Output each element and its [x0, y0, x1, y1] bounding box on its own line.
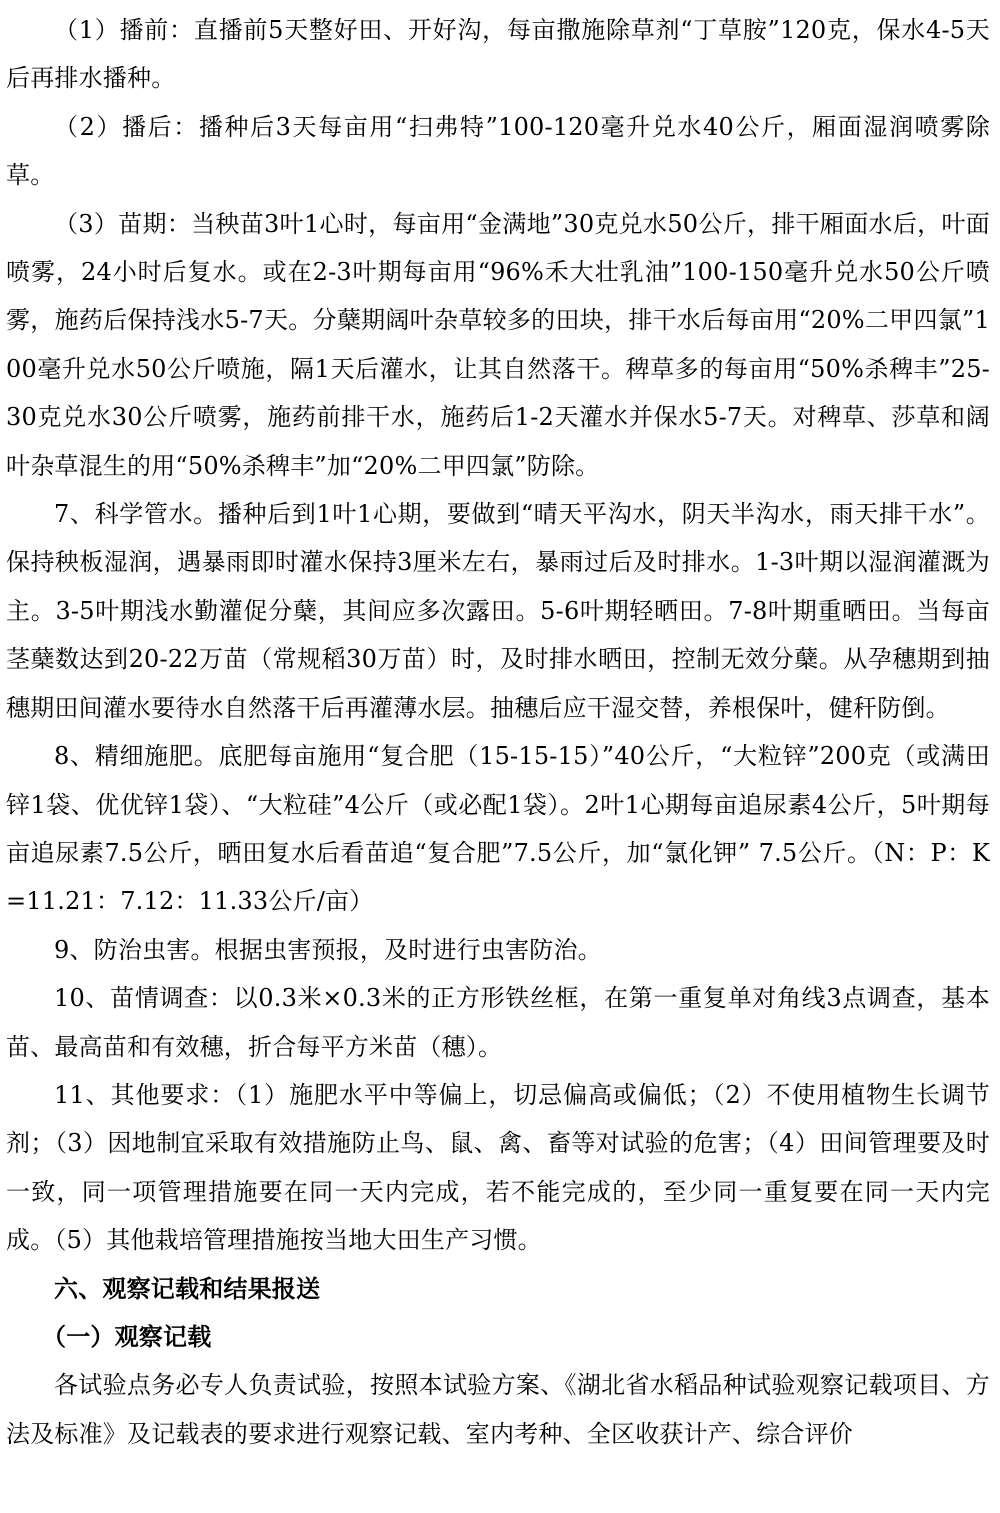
paragraph-postplanting-weeding: （2）播后：播种后3天每亩用“扫弗特”100-120毫升兑水40公斤，厢面湿润喷雾除草。: [6, 112, 990, 190]
paragraph-fertilization: 8、精细施肥。底肥每亩施用“复合肥（15-15-15）”40公斤，“大粒锌”200克（或满田锌1袋、优优锌1袋）、“大粒硅”4公斤（或必配1袋）。2叶1心期每亩追尿素4公斤，5叶期每亩追尿素7.5公斤，晒田复水后看苗追“复合肥”7.5公斤，加“氯化钾” 7.5公斤。（N：P：K=11.21：7.12：11.33公斤/亩）: [6, 742, 990, 916]
section-heading: 六、观察记载和结果报送: [54, 1274, 321, 1303]
document-page: [6, 6, 990, 1458]
paragraph-seedling-weeding: （3）苗期：当秧苗3叶1心时，每亩用“金满地”30克兑水50公斤，排干厢面水后，叶面喷雾，24小时后复水。或在2-3叶期每亩用“96%禾大壮乳油”100-150毫升兑水50公斤喷雾，施药后保持浅水5-7天。分蘖期阔叶杂草较多的田块，排干水后每亩用“20%二甲四氯”100毫升兑水50公斤喷施，隔1天后灌水，让其自然落干。稗草多的每亩用“50%杀稗丰”25-30克兑水30公斤喷雾，施药前排干水，施药后1-2天灌水并保水5-7天。对稗草、莎草和阔叶杂草混生的用“50%杀稗丰”加“20%二甲四氯”防除。: [6, 209, 990, 480]
paragraph-seedling-survey: 10、苗情调查：以0.3米×0.3米的正方形铁丝框，在第一重复单对角线3点调查，基本苗、最高苗和有效穗，折合每平方米苗（穗）。: [6, 984, 990, 1061]
paragraph-preplanting-weeding: （1）播前：直播前5天整好田、开好沟，每亩撒施除草剂“丁草胺”120克，保水4-5天后再排水播种。: [6, 16, 990, 93]
subsection-heading: （一）观察记载: [42, 1322, 212, 1351]
paragraph-other-requirements: 11、其他要求：（1）施肥水平中等偏上，切忌偏高或偏低；（2）不使用植物生长调节剂；（3）因地制宜采取有效措施防止鸟、鼠、禽、畜等对试验的危害；（4）田间管理要及时一致，同一项管理措施要在同一天内完成，若不能完成的，至少同一重复要在同一天内完成。（5）其他栽培管理措施按当地大田生产习惯。: [6, 1080, 990, 1255]
paragraph-observation-record: 各试验点务必专人负责试验，按照本试验方案、《湖北省水稻品种试验观察记载项目、方法及标准》及记载表的要求进行观察记载、室内考种、全区收获计产、综合评价: [6, 1371, 990, 1448]
paragraph-pest-control: 9、防治虫害。根据虫害预报，及时进行虫害防治。: [54, 935, 602, 964]
paragraph-water-management: 7、科学管水。播种后到1叶1心期，要做到“晴天平沟水，阴天半沟水，雨天排干水”。保持秧板湿润，遇暴雨即时灌水保持3厘米左右，暴雨过后及时排水。1-3叶期以湿润灌溉为主。3-5叶期浅水勤灌促分蘖，其间应多次露田。5-6叶期轻晒田。7-8叶期重晒田。当每亩茎蘖数达到20-22万苗（常规稻30万苗）时，及时排水晒田，控制无效分蘖。从孕穗期到抽穗期田间灌水要待水自然落干后再灌薄水层。抽穗后应干湿交替，养根保叶，健秆防倒。: [6, 500, 990, 722]
